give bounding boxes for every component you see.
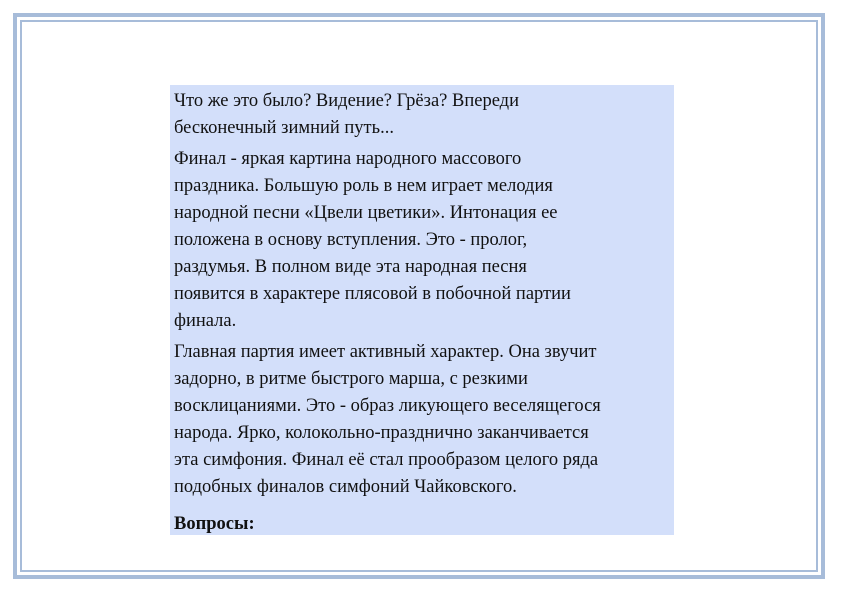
questions-heading: Вопросы: [174, 514, 255, 534]
text-box [170, 85, 674, 535]
paragraph-main-theme: Главная партия имеет активный характер. Она звучит задорно, в ритме быстрого марша, с резкими восклицаниями. Это - образ ликующего веселящегося народа. Ярко, колокольно-празднично заканчивается эта симфония. Финал её стал прообразом целого ряда подобных финалов симфоний Чайковского. [174, 342, 601, 497]
paragraph-finale: Финал - яркая картина народного массового праздника. Большую роль в нем играет мелодия народной песни «Цвели цветики». Интонация ее положена в основу вступления. Это - пролог, раздумья. В полном виде эта народная песня появится в характере плясовой в побочной партии финала. [174, 149, 571, 331]
paragraph-intro: Что же это было? Видение? Грёза? Впереди бесконечный зимний путь... [174, 91, 519, 138]
